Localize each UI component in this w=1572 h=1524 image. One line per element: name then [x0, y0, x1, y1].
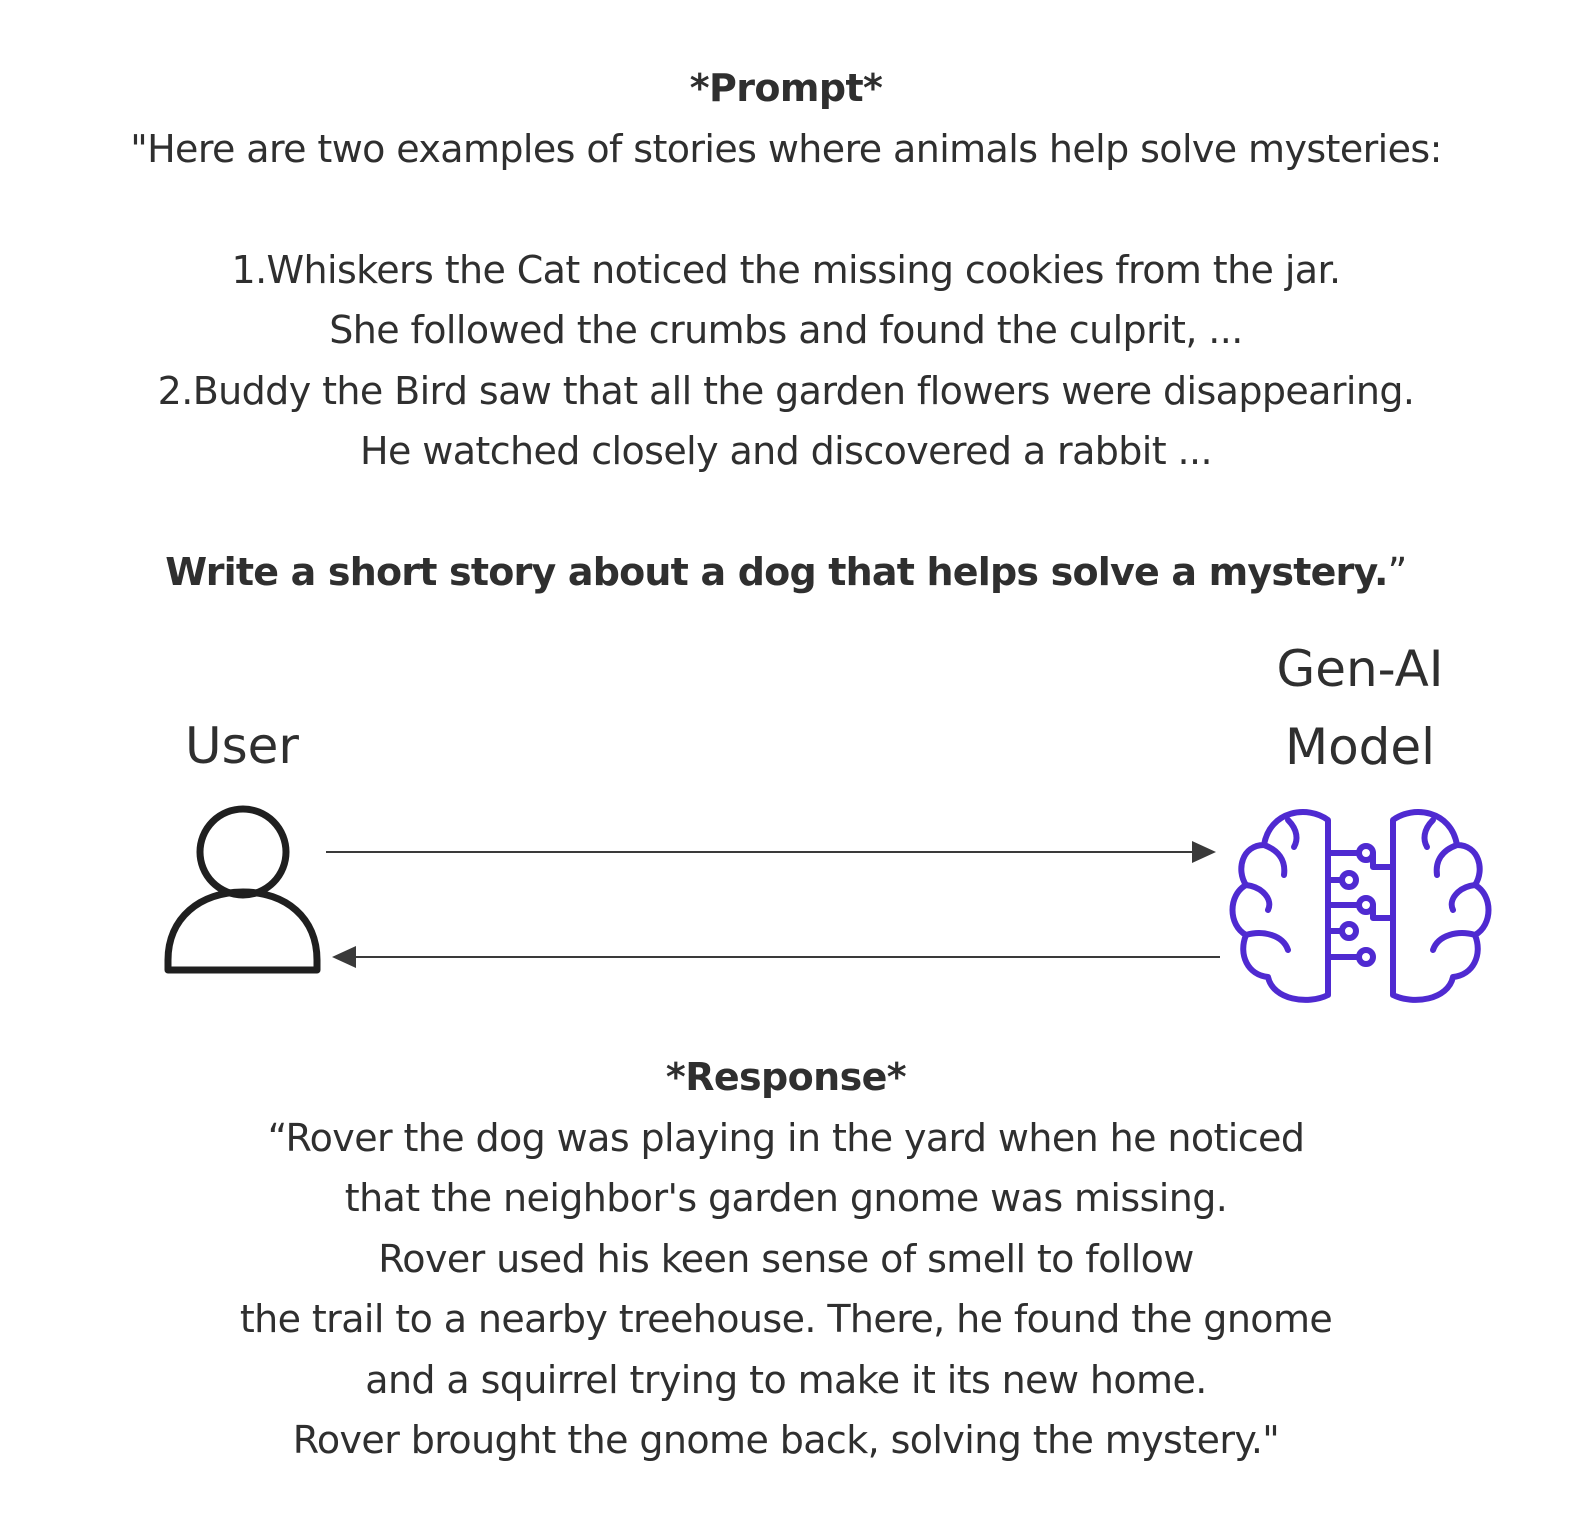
request-arrow	[326, 841, 1216, 863]
prompt-heading: *Prompt*	[689, 66, 883, 110]
prompt-intro: "Here are two examples of stories where animals help solve mysteries:	[130, 126, 1442, 171]
brain-right-fold-2	[1452, 885, 1475, 910]
response-line: Rover brought the gnome back, solving the mystery."	[292, 1418, 1280, 1462]
brain-left-fold-2	[1246, 885, 1269, 910]
prompt-section	[0, 58, 1572, 603]
response-line: the trail to a nearby treehouse. There, he found the gnome	[239, 1297, 1333, 1341]
example-1-line-2: She followed the crumbs and found the culprit, ...	[329, 308, 1243, 352]
prompt-closing-quote: ”	[1387, 550, 1407, 594]
reply-arrowhead	[332, 946, 356, 968]
brain-right-fold-1	[1437, 845, 1457, 875]
circuit-node-5	[1359, 950, 1373, 964]
prompt-instruction-line	[0, 542, 1572, 603]
user-icon	[160, 800, 324, 980]
model-label-line-1: Gen-AI	[1276, 640, 1444, 698]
example-2-line-1: 2.Buddy the Bird saw that all the garden flowers were disappearing.	[157, 368, 1415, 413]
prompt-spacer	[0, 179, 1572, 240]
response-heading: *Response*	[665, 1055, 907, 1099]
response-section	[0, 1047, 1572, 1471]
user-label: User	[185, 717, 299, 775]
example-1-line-1: 1.Whiskers the Cat noticed the missing cookies from the jar.	[231, 247, 1341, 292]
brain-right-fold-4	[1425, 820, 1433, 847]
response-line: that the neighbor's garden gnome was missing.	[344, 1176, 1228, 1220]
brain-right-hemisphere	[1393, 812, 1489, 1000]
user-icon-body	[168, 892, 317, 970]
brain-left-hemisphere	[1233, 812, 1329, 1000]
brain-circuit-icon	[1228, 805, 1493, 1010]
response-line: and a squirrel trying to make it its new home.	[365, 1357, 1207, 1402]
model-label	[1220, 630, 1500, 786]
brain-left-fold-3	[1246, 933, 1288, 950]
model-label-line-2: Model	[1284, 718, 1436, 776]
example-2-line-2: He watched closely and discovered a rabbit ...	[360, 429, 1212, 473]
circuit-node-4	[1342, 924, 1356, 938]
response-line: Rover used his keen sense of smell to follow	[378, 1236, 1194, 1281]
user-icon-head	[200, 809, 286, 895]
circuit-node-2	[1342, 873, 1356, 887]
brain-left-fold-4	[1288, 820, 1296, 847]
prompt-spacer-2	[0, 482, 1572, 543]
brain-left-fold-1	[1264, 845, 1284, 875]
response-line: “Rover the dog was playing in the yard when he noticed	[267, 1115, 1305, 1160]
request-arrowhead	[1192, 841, 1216, 863]
prompt-instruction: Write a short story about a dog that helps solve a mystery.	[165, 550, 1388, 594]
reply-arrow	[332, 946, 1220, 968]
brain-right-fold-3	[1433, 933, 1475, 950]
arrows	[320, 830, 1230, 980]
